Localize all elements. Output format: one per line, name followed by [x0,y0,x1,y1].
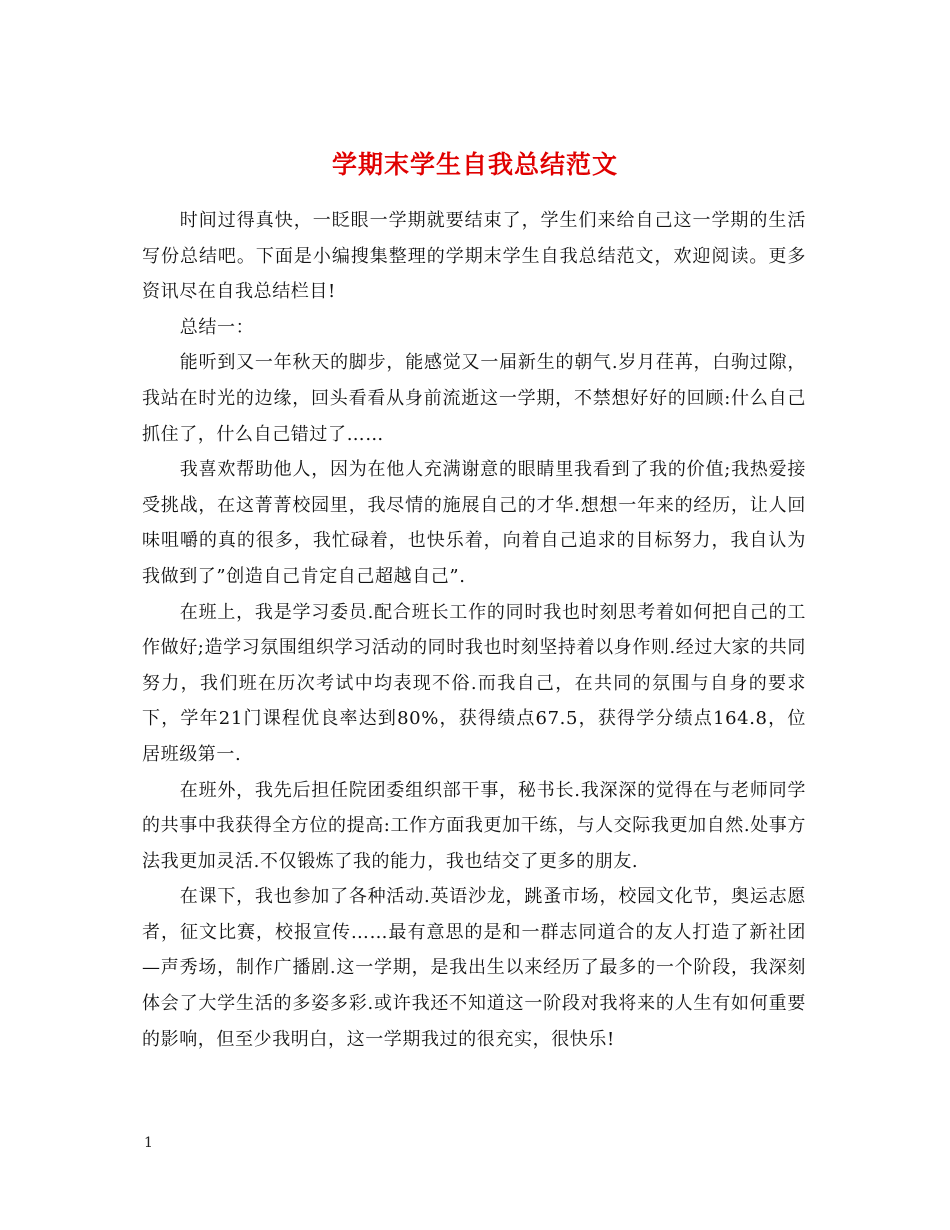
page-number: 1 [144,1135,153,1151]
section-heading: 总结一： [179,316,255,338]
body-paragraph: 在班外，我先后担任院团委组织部干事，秘书长.我深深的觉得在与老师同学的共事中我获得全方位的提高:工作方面我更加干练，与人交际我更加自然.处事方法我更加灵活.不仅锻炼了我的能力，我也结交了更多的朋友. [142,779,806,872]
body-paragraph: 在班上，我是学习委员.配合班长工作的同时我也时刻思考着如何把自己的工作做好;造学习氛围组织学习活动的同时我也时刻坚持着以身作则.经过大家的共同努力，我们班在历次考试中均表现不俗.而我自己，在共同的氛围与自身的要求下，学年21门课程优良率达到80%，获得绩点67.5，获得学分绩点164.8，位居班级第一. [142,601,806,765]
intro-paragraph: 时间过得真快，一眨眼一学期就要结束了，学生们来给自己这一学期的生活写份总结吧。下面是小编搜集整理的学期末学生自我总结范文，欢迎阅读。更多资讯尽在自我总结栏目! [142,210,806,303]
body-paragraph: 能听到又一年秋天的脚步，能感觉又一届新生的朝气.岁月荏苒，白驹过隙，我站在时光的边缘，回头看看从身前流逝这一学期，不禁想好好的回顾:什么自己抓住了，什么自己错过了…… [142,352,806,445]
body-paragraph: 在课下，我也参加了各种活动.英语沙龙，跳蚤市场，校园文化节，奥运志愿者，征文比赛，校报宣传……最有意思的是和一群志同道合的友人打造了新社团—声秀场，制作广播剧.这一学期，是我出生以来经历了最多的一个阶段，我深刻体会了大学生活的多姿多彩.或许我还不知道这一阶段对我将来的人生有如何重要的影响，但至少我明白，这一学期我过的很充实，很快乐! [142,886,806,1050]
document-title: 学期末学生自我总结范文 [331,149,618,179]
body-paragraph: 我喜欢帮助他人，因为在他人充满谢意的眼睛里我看到了我的价值;我热爱接受挑战，在这菁菁校园里，我尽情的施展自己的才华.想想一年来的经历，让人回味咀嚼的真的很多，我忙碌着，也快乐着，向着自己追求的目标努力，我自认为我做到了”创造自己肯定自己超越自己”. [142,459,806,587]
document-body [142,203,806,1057]
